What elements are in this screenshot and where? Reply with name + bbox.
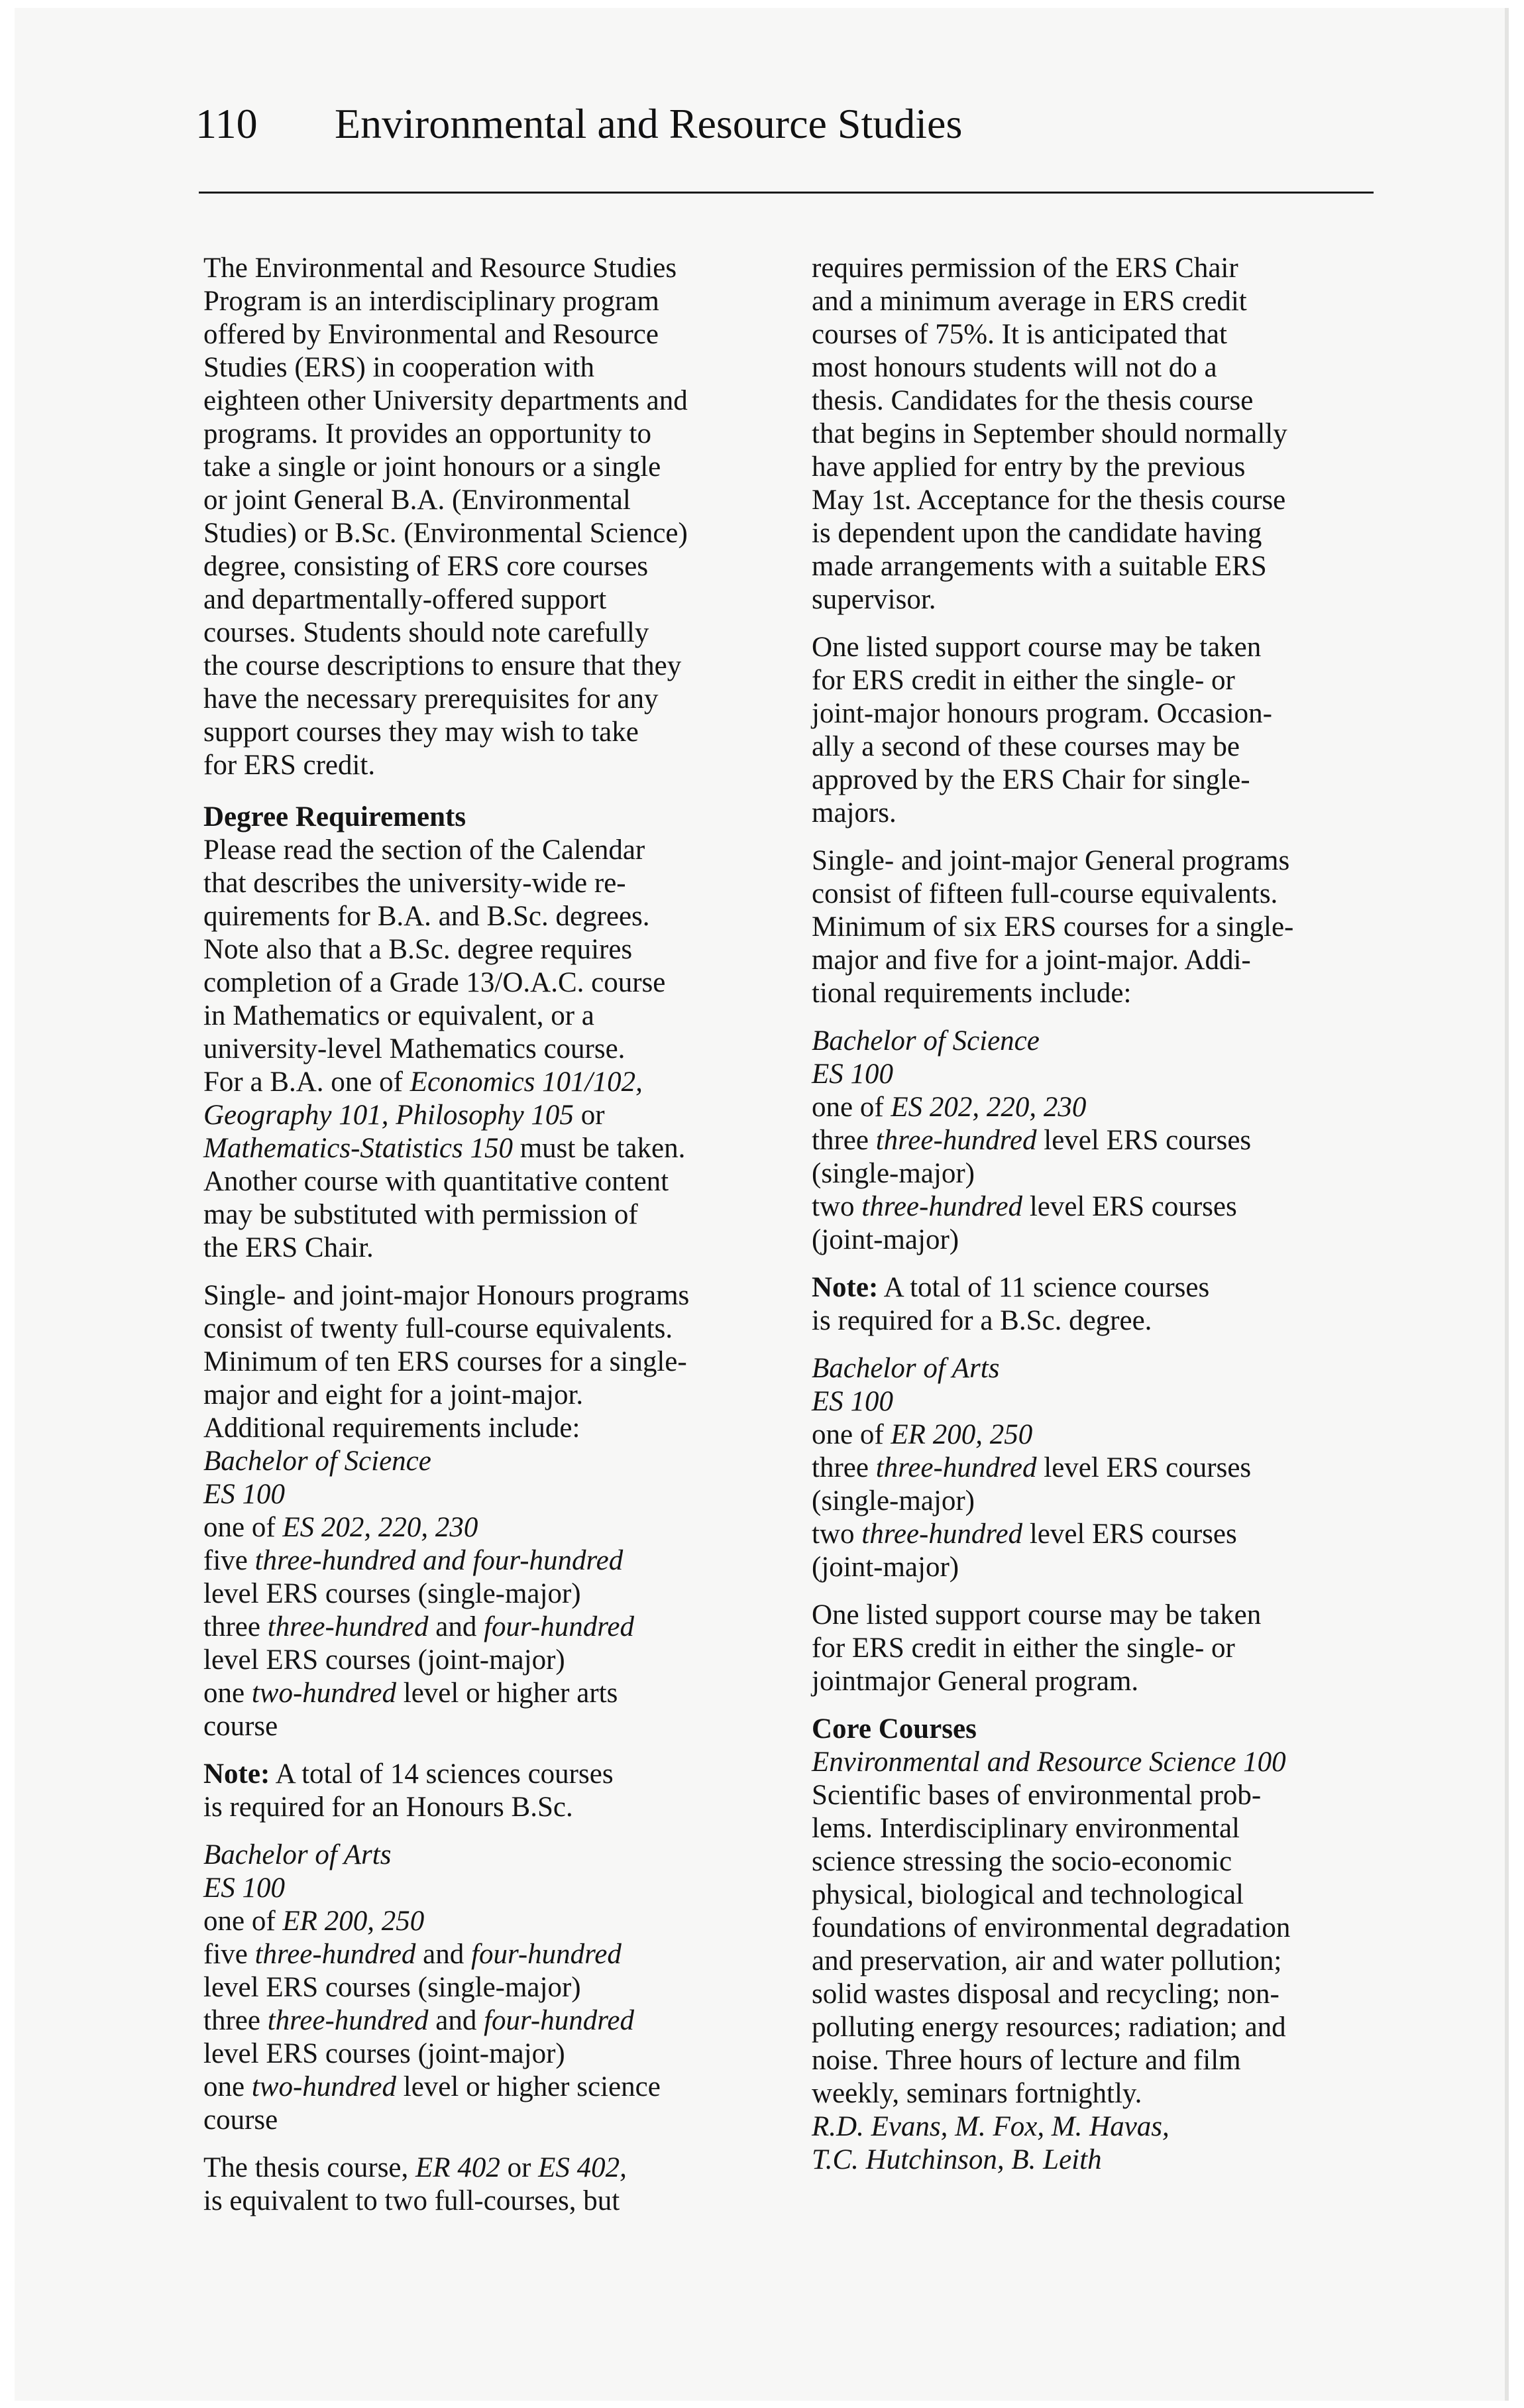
general-bsc-title	[812, 1025, 1388, 1058]
text-line: (joint-major)	[812, 1224, 959, 1255]
text-segment: one	[203, 2071, 252, 2102]
text-line	[203, 1905, 800, 1938]
text-segment: or	[500, 2152, 539, 2183]
text-segment: one of	[812, 1419, 891, 1450]
text-line	[203, 2151, 800, 2185]
text-line: Scientific bases of environmental prob-	[812, 1780, 1262, 1811]
course-reference: Geography 101, Philosophy 105	[203, 1100, 574, 1131]
text-line: university-level Mathematics course.	[203, 1033, 626, 1064]
text-segment: two	[812, 1519, 862, 1550]
page-edge	[1505, 8, 1509, 2401]
text-segment: Bachelor of Arts	[812, 1353, 1000, 1384]
text-line: (joint-major)	[812, 1552, 959, 1583]
text-line	[203, 1938, 800, 1971]
text-line: science stressing the socio-economic	[812, 1846, 1232, 1877]
general-bsc-course	[812, 1058, 1388, 1091]
text-line: in Mathematics or equivalent, or a	[203, 1000, 594, 1031]
text-line	[203, 1132, 800, 1165]
text-line: Additional requirements include:	[203, 1412, 580, 1444]
text-line	[812, 1271, 1388, 1304]
text-line: May 1st. Acceptance for the thesis course	[812, 485, 1286, 516]
text-line	[812, 1452, 1388, 1485]
text-line: requires permission of the ERS Chair	[812, 253, 1238, 284]
text-line: level ERS courses (joint-major)	[203, 1644, 565, 1676]
text-segment: three-hundred	[861, 1519, 1023, 1550]
text-line: and a minimum average in ERS credit	[812, 286, 1247, 317]
text-line	[203, 1544, 800, 1577]
text-line: have the necessary prerequisites for any	[203, 683, 659, 715]
text-line: level ERS courses (single-major)	[203, 1972, 581, 2003]
text-line: for ERS credit.	[203, 750, 376, 781]
text-segment: level ERS courses	[1022, 1519, 1237, 1550]
honours-bsc-title	[203, 1445, 800, 1478]
text-line: the course descriptions to ensure that they	[203, 650, 682, 681]
honours-ba-block	[203, 1839, 800, 2137]
text-segment: level ERS courses	[1036, 1452, 1252, 1483]
page-title: Environmental and Resource Studies	[335, 100, 963, 147]
course-reference: ER 200, 250	[282, 1906, 425, 1937]
text-line: tional requirements include:	[812, 978, 1132, 1009]
text-line: for ERS credit in either the single- or	[812, 665, 1235, 696]
text-segment: three	[203, 1611, 268, 1642]
text-segment: three-hundred	[861, 1191, 1023, 1222]
text-line: most honours students will not do a	[812, 352, 1217, 383]
text-segment: three-hundred	[267, 1611, 429, 1642]
text-line: courses of 75%. It is anticipated that	[812, 319, 1227, 350]
text-segment: For a B.A. one of	[203, 1066, 410, 1098]
text-line: programs. It provides an opportunity to	[203, 418, 651, 449]
text-line	[203, 1511, 800, 1544]
text-line: is equivalent to two full-courses, but	[203, 2185, 620, 2216]
text-line: Single- and joint-major General programs	[812, 845, 1290, 876]
text-line: solid wastes disposal and recycling; non-	[812, 1978, 1279, 2010]
text-segment: two-hundred	[251, 2071, 397, 2102]
general-programs-paragraph	[812, 844, 1388, 1010]
thesis-paragraph-continued	[812, 252, 1388, 616]
text-segment: Environmental and Resource Science 100	[812, 1747, 1286, 1778]
course-reference: ER 402	[415, 2152, 500, 2183]
text-line: The Environmental and Resource Studies	[203, 253, 677, 284]
text-line: and preservation, air and water pollution;	[812, 1945, 1282, 1977]
text-segment: four-hundred	[471, 1939, 622, 1970]
honours-requirements-paragraph	[203, 1279, 800, 1743]
text-line: is required for a B.Sc. degree.	[812, 1305, 1152, 1336]
text-segment: The thesis course,	[203, 2152, 416, 2183]
text-line: and departmentally-offered support	[203, 584, 607, 615]
text-segment: four-hundred	[484, 2005, 634, 2036]
text-line	[203, 1099, 800, 1132]
text-segment: and	[428, 2005, 484, 2036]
text-line: weekly, seminars fortnightly.	[812, 2078, 1142, 2109]
text-segment: three-hundred	[267, 2005, 429, 2036]
course-reference: ES 202, 220, 230	[282, 1512, 478, 1543]
degree-requirements-section	[203, 801, 800, 2218]
text-segment: three-hundred	[875, 1452, 1037, 1483]
text-segment: T.C. Hutchinson, B. Leith	[812, 2144, 1102, 2175]
intro-paragraph	[203, 252, 800, 782]
left-column	[203, 252, 800, 2232]
text-segment: three-hundred	[875, 1125, 1037, 1156]
text-line	[812, 1418, 1388, 1452]
instructors	[812, 2144, 1388, 2177]
instructors	[812, 2110, 1388, 2144]
degree-requirements-heading: Degree Requirements	[203, 801, 466, 832]
support-honours-paragraph	[812, 631, 1388, 830]
text-line: lems. Interdisciplinary environmental	[812, 1813, 1240, 1844]
text-line: have applied for entry by the previous	[812, 451, 1246, 483]
text-line: that begins in September should normally	[812, 418, 1287, 449]
text-line: noise. Three hours of lecture and film	[812, 2045, 1241, 2076]
text-line: is dependent upon the candidate having	[812, 518, 1262, 549]
general-bsc-block	[812, 1025, 1388, 1257]
text-segment: ES 100	[812, 1059, 894, 1090]
course-reference: ES 402,	[538, 2152, 627, 2183]
text-line: completion of a Grade 13/O.A.C. course	[203, 967, 666, 998]
text-line	[203, 2071, 800, 2104]
text-line: take a single or joint honours or a single	[203, 451, 661, 483]
text-line	[203, 1758, 800, 1791]
text-segment: Bachelor of Arts	[203, 1839, 392, 1870]
text-line: (single-major)	[812, 1485, 975, 1517]
text-line: ally a second of these courses may be	[812, 731, 1240, 762]
text-segment: and	[415, 1939, 472, 1970]
text-segment: three-hundred and four-hundred	[254, 1545, 624, 1576]
page-header	[195, 99, 962, 148]
text-segment: ES 100	[203, 1872, 286, 1904]
text-line	[812, 1518, 1388, 1551]
text-line: major and five for a joint-major. Addi-	[812, 945, 1251, 976]
text-line: Program is an interdisciplinary program	[203, 286, 659, 317]
text-line: is required for an Honours B.Sc.	[203, 1792, 573, 1823]
text-segment: one	[203, 1678, 252, 1709]
text-line: quirements for B.A. and B.Sc. degrees.	[203, 901, 650, 932]
text-line: or joint General B.A. (Environmental	[203, 485, 631, 516]
note-label: Note:	[203, 1758, 270, 1790]
text-segment: three	[203, 2005, 268, 2036]
text-segment: Bachelor of Science	[203, 1446, 431, 1477]
text-line: support courses they may wish to take	[203, 717, 639, 748]
page-number: 110	[195, 100, 258, 147]
text-line: Note also that a B.Sc. degree requires	[203, 934, 633, 965]
text-segment: Bachelor of Science	[812, 1025, 1040, 1057]
honours-ba-title	[203, 1839, 800, 1872]
text-line: Another course with quantitative content	[203, 1166, 669, 1197]
text-line	[203, 2004, 800, 2037]
header-rule	[199, 192, 1374, 194]
text-line	[203, 1611, 800, 1644]
text-line: major and eight for a joint-major.	[203, 1379, 584, 1410]
honours-note	[203, 1758, 800, 1824]
text-line: may be substituted with permission of	[203, 1199, 638, 1230]
text-line: polluting energy resources; radiation; and	[812, 2012, 1286, 2043]
honours-ba-course	[203, 1872, 800, 1905]
text-line: One listed support course may be taken	[812, 632, 1262, 663]
text-line: thesis. Candidates for the thesis course	[812, 385, 1254, 416]
text-line: Minimum of six ERS courses for a single-	[812, 911, 1294, 943]
text-segment: one of	[812, 1092, 891, 1123]
text-line: jointmajor General program.	[812, 1666, 1139, 1697]
text-line: joint-major honours program. Occasion-	[812, 698, 1272, 729]
text-line	[203, 1066, 800, 1099]
text-line: Studies (ERS) in cooperation with	[203, 352, 594, 383]
text-line: eighteen other University departments and	[203, 385, 688, 416]
text-line: (single-major)	[812, 1158, 975, 1189]
text-line	[812, 1091, 1388, 1124]
course-reference: Mathematics-Statistics 150	[203, 1133, 513, 1164]
text-segment: five	[203, 1545, 255, 1576]
core-courses-section	[812, 1713, 1388, 2177]
text-segment: three	[812, 1125, 876, 1156]
text-line: that describes the university-wide re-	[203, 868, 626, 899]
text-segment: level ERS courses	[1036, 1125, 1252, 1156]
course-reference: ES 202, 220, 230	[891, 1092, 1087, 1123]
text-line: level ERS courses (single-major)	[203, 1578, 581, 1609]
text-segment: must be taken.	[512, 1133, 686, 1164]
thesis-paragraph-start	[203, 2151, 800, 2218]
text-segment: or	[573, 1100, 605, 1131]
text-line: foundations of environmental degradation	[812, 1912, 1291, 1943]
text-line: the ERS Chair.	[203, 1232, 374, 1263]
right-column	[812, 252, 1388, 2177]
course-reference: ER 200, 250	[891, 1419, 1033, 1450]
text-line: approved by the ERS Chair for single-	[812, 764, 1250, 795]
text-line	[203, 1677, 800, 1710]
text-line: courses. Students should note carefully	[203, 617, 649, 648]
honours-bsc-course	[203, 1478, 800, 1511]
text-line	[812, 1190, 1388, 1224]
text-segment: five	[203, 1939, 255, 1970]
text-segment: three	[812, 1452, 876, 1483]
text-segment: R.D. Evans, M. Fox, M. Havas,	[812, 2111, 1170, 2142]
text-segment: one of	[203, 1512, 283, 1543]
text-line: made arrangements with a suitable ERS	[812, 551, 1267, 582]
text-line: degree, consisting of ERS core courses	[203, 551, 649, 582]
text-line: physical, biological and technological	[812, 1879, 1244, 1910]
document-page	[15, 8, 1509, 2401]
text-segment: A total of 14 sciences courses	[270, 1758, 614, 1790]
text-segment: ES 100	[203, 1479, 286, 1510]
text-line: course	[203, 2104, 278, 2136]
text-segment: two	[812, 1191, 862, 1222]
general-note	[812, 1271, 1388, 1338]
text-segment: level ERS courses	[1022, 1191, 1237, 1222]
text-line: consist of fifteen full-course equivalents.	[812, 878, 1278, 909]
core-course-title	[812, 1746, 1388, 1779]
text-segment: ES 100	[812, 1386, 894, 1417]
course-reference: Economics 101/102,	[409, 1066, 643, 1098]
text-line: majors.	[812, 797, 897, 829]
text-line: consist of twenty full-course equivalents.	[203, 1313, 673, 1344]
text-line	[812, 1124, 1388, 1157]
text-line: course	[203, 1711, 278, 1742]
text-segment: three-hundred	[254, 1939, 416, 1970]
text-line: Studies) or B.Sc. (Environmental Science)	[203, 518, 688, 549]
note-label: Note:	[812, 1272, 879, 1303]
text-line: Please read the section of the Calendar	[203, 834, 645, 866]
text-line: One listed support course may be taken	[812, 1599, 1262, 1631]
text-segment: one of	[203, 1906, 283, 1937]
text-line: for ERS credit in either the single- or	[812, 1633, 1235, 1664]
degree-requirements-paragraph	[203, 834, 800, 1265]
text-segment: level or higher arts	[396, 1678, 618, 1709]
text-line: level ERS courses (joint-major)	[203, 2038, 565, 2069]
core-courses-heading: Core Courses	[812, 1713, 977, 1745]
text-line: offered by Environmental and Resource	[203, 319, 659, 350]
text-segment: four-hundred	[484, 1611, 634, 1642]
support-general-paragraph	[812, 1599, 1388, 1698]
text-line: Minimum of ten ERS courses for a single-	[203, 1346, 687, 1377]
text-line: Single- and joint-major Honours programs	[203, 1280, 690, 1311]
text-segment: two-hundred	[251, 1678, 397, 1709]
text-segment: A total of 11 science courses	[878, 1272, 1210, 1303]
general-ba-title	[812, 1352, 1388, 1385]
general-ba-block	[812, 1352, 1388, 1584]
text-segment: level or higher science	[396, 2071, 661, 2102]
general-ba-course	[812, 1385, 1388, 1418]
text-line: supervisor.	[812, 584, 936, 615]
text-segment: and	[428, 1611, 484, 1642]
